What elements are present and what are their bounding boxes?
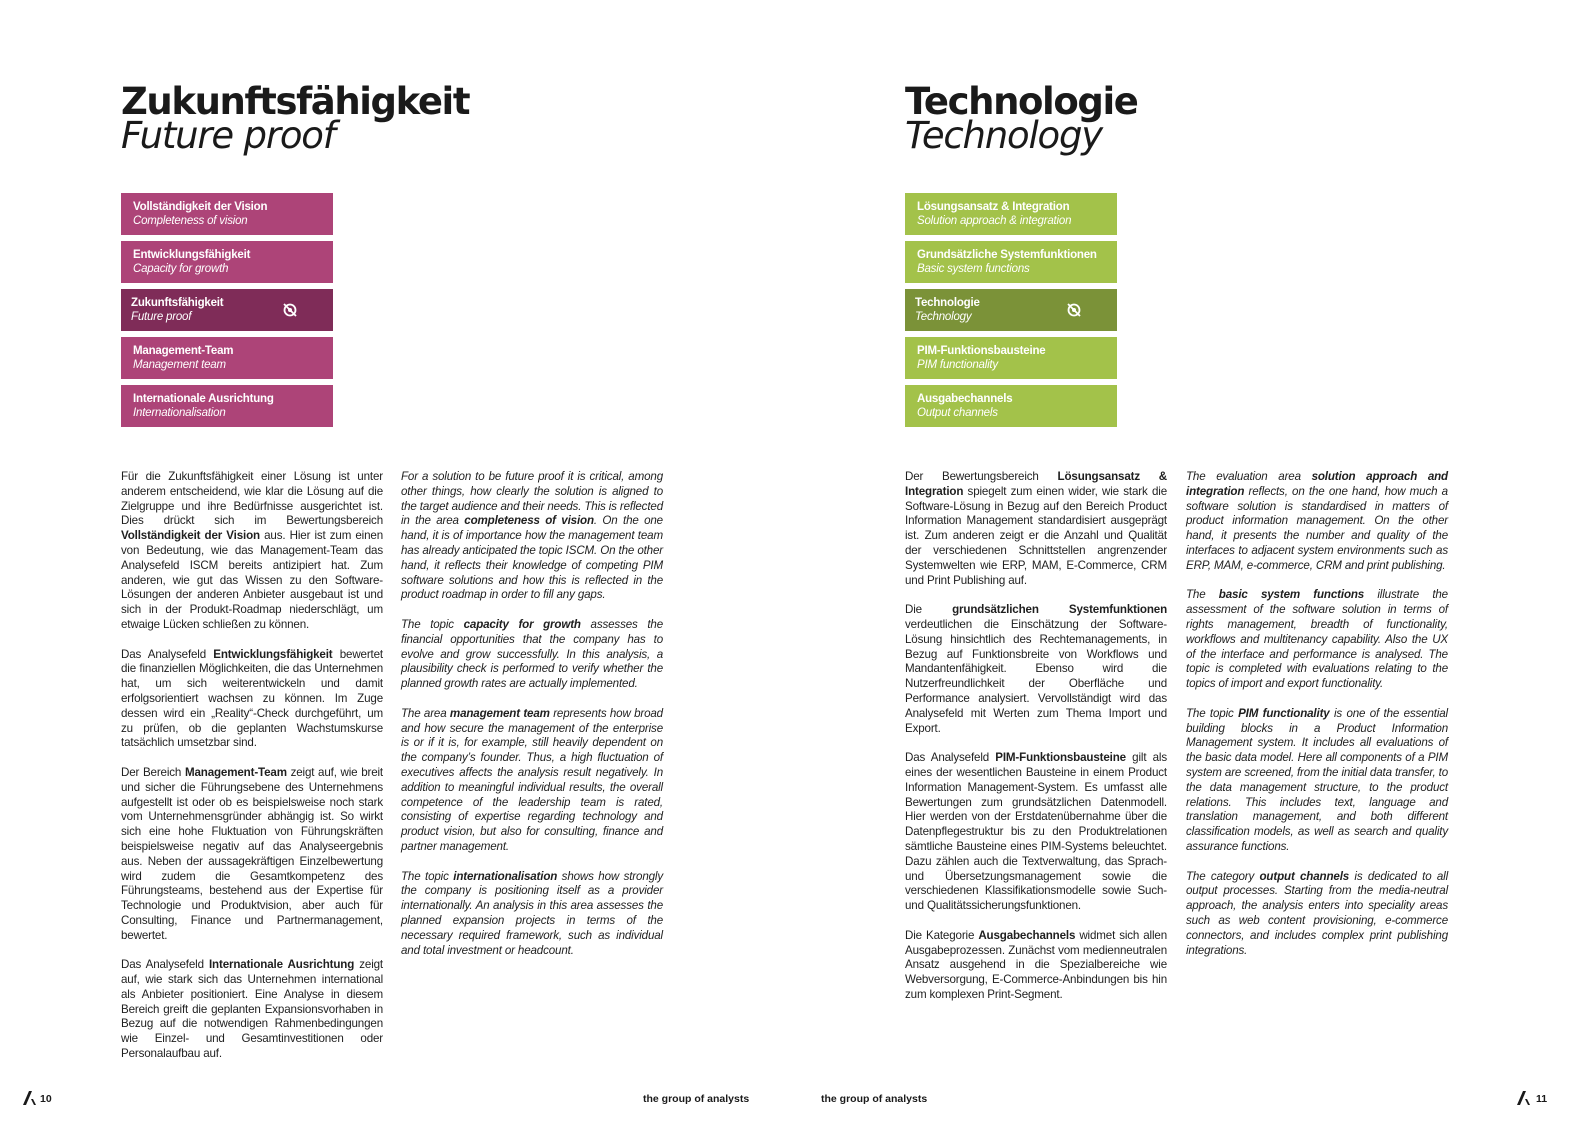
emphasis-term: PIM functionality bbox=[1238, 706, 1330, 720]
target-icon bbox=[281, 301, 299, 319]
emphasis-term: completeness of vision bbox=[464, 514, 594, 528]
paragraph-text: Die Kategorie bbox=[905, 928, 979, 942]
paragraph-text: The category bbox=[1186, 869, 1260, 883]
brand-logo-icon bbox=[1516, 1090, 1532, 1106]
paragraph-text: widmet sich allen Ausgabeprozessen. Zunächst vom medienneutralen Ansatz ausgehend in die Spezialbereiche wie Webversorgung, E-Commerce-Anbindungen bis hin zum komplexen Print-Segment. bbox=[905, 928, 1167, 1001]
menu-item-label-en: Management team bbox=[133, 359, 226, 371]
paragraph-text: Das Analysefeld bbox=[905, 751, 996, 765]
left-page-number: 10 bbox=[40, 1093, 52, 1105]
menu-item-label-de: Vollständigkeit der Vision bbox=[133, 201, 268, 213]
right-menu-item-0[interactable] bbox=[905, 193, 1117, 235]
paragraph-text: assesses the financial opportunities that the company has to evolve and grow successfully. In this analysis, a plausibility check is performed to verify whether the planned growth rates are actually implemented. bbox=[401, 617, 663, 691]
body-paragraph bbox=[401, 470, 663, 603]
body-paragraph bbox=[905, 603, 1167, 736]
right-menu-item-2[interactable] bbox=[905, 289, 1117, 331]
paragraph-text: is one of the essential building blocks in a Product Information Management system. It includes all evaluations of the basic data model. Here all components of a PIM system are screened, from the initial data transfer, to the data management structure, to the product relations. This includes text, language and translation management, and both different classification models, as well as search and quality assurance functions. bbox=[1186, 706, 1448, 853]
emphasis-term: Lösungsansatz & Integration bbox=[905, 470, 1167, 498]
menu-item-label-de: Grundsätzliche Systemfunktionen bbox=[917, 249, 1097, 261]
right-page-number: 11 bbox=[1536, 1093, 1548, 1105]
paragraph-text: The evaluation area bbox=[1186, 470, 1312, 483]
right-menu-item-4[interactable] bbox=[905, 385, 1117, 427]
right-menu-item-3[interactable] bbox=[905, 337, 1117, 379]
menu-item-label-en: Basic system functions bbox=[917, 263, 1030, 275]
menu-item-label-en: Internationalisation bbox=[133, 407, 226, 419]
left-menu-item-1[interactable] bbox=[121, 241, 333, 283]
left-topic-menu bbox=[121, 193, 333, 433]
body-paragraph bbox=[905, 929, 1167, 1003]
left-title-de: Zukunftsfähigkeit bbox=[121, 80, 470, 123]
right-title-en: Technology bbox=[905, 114, 1102, 157]
paragraph-text: illustrate the assessment of the software solution in terms of rights management, breadth of functionality, workflows and multitenancy capability. Also the UX of the interface and performance is analysed. The topic is completed with evaluations relating to the topics of import and export functionality. bbox=[1186, 588, 1448, 691]
paragraph-text: Der Bewertungsbereich bbox=[905, 470, 1058, 483]
paragraph-text: The bbox=[1186, 588, 1219, 602]
target-icon bbox=[1065, 301, 1083, 319]
paragraph-text: The topic bbox=[401, 869, 454, 883]
paragraph-text: Das Analysefeld bbox=[121, 647, 214, 661]
menu-item-label-de: Ausgabechannels bbox=[917, 393, 1013, 405]
paragraph-text: aus. Hier ist zum einen von Bedeutung, wie das Management-Team das Analysefeld ISCM bereits antizipiert hat. Zum anderen, wie gut das Wissen zu den Software-Lösungen der anderen Anbieter ausgebaut ist und sich in der Produkt-Roadmap niederschlägt, um etwaige Lücken schließen zu können. bbox=[121, 529, 383, 631]
body-paragraph bbox=[121, 766, 383, 944]
body-paragraph bbox=[1186, 588, 1448, 692]
paragraph-text: . On the one hand, it is of importance how the management team has already anticipated the topic ISCM. On the other hand, it reflects their knowledge of competing PIM software solutions and how this is reflected in the product roadmap in order to fill any gaps. bbox=[401, 514, 663, 602]
body-paragraph bbox=[1186, 870, 1448, 959]
paragraph-text: Für die Zukunftsfähigkeit einer Lösung ist unter anderem entscheidend, wie klar die Lösung auf die Zielgruppe und ihre Bedürfnisse ausgerichtet ist. Dies drückt sich im Bewertungsbereich bbox=[121, 470, 383, 528]
paragraph-text: shows how strongly the company is positioning itself as a provider internationally. An analysis in this area assesses the planned expansion projects in terms of the necessary required framework, such as individual and total investment or headcount. bbox=[401, 869, 663, 957]
right-menu-item-1[interactable] bbox=[905, 241, 1117, 283]
paragraph-text: zeigt auf, wie breit und sicher die Führungsebene des Unternehmens aufgestellt ist oder ob es beispielsweise noch stark vom Unternehmensgründer abhängig ist. So wirkt sich eine hohe Fluktuation von Führungskräften beispielsweise negativ auf das Analyseergebnis aus. Neben der aussagekräftigen Einzelbewertung wird zudem die Gesamtkompetenz des Führungsteams, bestehend aus der Expertise für Technologie und Produktvision, aber auch für Consulting, Finance und Partnermanagement, bewertet. bbox=[121, 765, 383, 942]
menu-item-label-en: Solution approach & integration bbox=[917, 215, 1072, 227]
paragraph-text: represents how broad and how secure the management of the enterprise is or if it is, for example, still heavily dependent on the company’s founder. Thus, a high fluctuation of executives affects the analysis result negatively. In addition to meaningful individual results, the overall competence of the leadership team is rated, consisting of expertise regarding technology and product vision, but also for consulting, finance and partner management. bbox=[401, 706, 663, 853]
left-menu-item-3[interactable] bbox=[121, 337, 333, 379]
left-menu-item-0[interactable] bbox=[121, 193, 333, 235]
right-english-column bbox=[1186, 470, 1448, 973]
emphasis-term: Entwicklungsfähigkeit bbox=[213, 647, 333, 661]
menu-item-label-en: Future proof bbox=[131, 311, 192, 323]
paragraph-text: The topic bbox=[1186, 706, 1239, 720]
emphasis-term: capacity for growth bbox=[463, 617, 581, 631]
paragraph-text: The area bbox=[401, 706, 450, 720]
left-english-column bbox=[401, 470, 663, 973]
menu-item-label-en: Technology bbox=[915, 311, 972, 323]
paragraph-text: Der Bereich bbox=[121, 765, 185, 779]
emphasis-term: output channels bbox=[1259, 869, 1350, 883]
body-paragraph bbox=[121, 648, 383, 752]
menu-item-label-de: Management-Team bbox=[133, 345, 234, 357]
body-paragraph bbox=[401, 870, 663, 959]
paragraph-text: For a solution to be future proof it is critical, among other things, how clearly the solution is aligned to the target audience and their needs. This is reflected in the area bbox=[401, 470, 663, 528]
menu-item-label-de: PIM-Funktionsbausteine bbox=[917, 345, 1046, 357]
paragraph-text: is dedicated to all output processes. Starting from the media-neutral approach, the analysis enters into speciality areas such as web content provisioning, e-commerce connectors, and includes complex print publishing integrations. bbox=[1186, 869, 1448, 957]
menu-item-label-de: Entwicklungsfähigkeit bbox=[133, 249, 251, 261]
paragraph-text: The topic bbox=[401, 617, 464, 631]
emphasis-term: PIM-Funktionsbausteine bbox=[995, 751, 1126, 765]
emphasis-term: solution approach and integration bbox=[1186, 470, 1448, 498]
emphasis-term: Management-Team bbox=[184, 765, 287, 779]
paragraph-text: zeigt auf, wie stark sich das Unternehmen international als Anbieter positioniert. Eine Analyse in diesem Bereich greift die geplanten Expansionsvorhaben in Bezug auf die notwendigen Rahmenbedingungen wie Einzel- und Gesamtinvestitionen oder Personalaufbau auf. bbox=[121, 958, 383, 1061]
paragraph-text: verdeutlichen die Einschätzung der Software-Lösung hinsichtlich des Rechtemanagements, in Bezug auf Funktionsbreite von Workflows und Mandantenfähigkeit. Ebenso wird die Nutzerfreundlichkeit der Oberfläche und Performance analysiert. Vervollständigt wird das Analysefeld mit Werten zum Thema Import und Export. bbox=[905, 617, 1167, 735]
emphasis-term: management team bbox=[449, 706, 550, 720]
emphasis-term: Vollständigkeit der Vision bbox=[121, 529, 260, 543]
right-footer-text: the group of analysts bbox=[821, 1093, 928, 1105]
right-topic-menu bbox=[905, 193, 1117, 433]
body-paragraph bbox=[121, 470, 383, 633]
emphasis-term: grundsätzlichen Systemfunktionen bbox=[952, 603, 1167, 617]
menu-item-label-en: PIM functionality bbox=[917, 359, 998, 371]
left-german-column bbox=[121, 470, 383, 1077]
paragraph-text: gilt als eines der wesentlichen Bausteine in einem Product Information Management-System. Es umfasst alle Bewertungen zum grundsätzlichen Datenmodell. Hier werden von der Erstdatenübernahme über die Datenpflegestruktur bis zu den Produktrelationen sämtliche Bausteine eines PIM-Systems beleuchtet. Dazu zählen auch die Textverwaltung, das Sprach- und Übersetzungsmanagement sowie die verschiedenen Klassifikationsmodelle sowie Such- und Qualitätssicherungsfunktionen. bbox=[905, 751, 1167, 913]
body-paragraph bbox=[905, 470, 1167, 588]
body-paragraph bbox=[401, 707, 663, 855]
left-menu-item-4[interactable] bbox=[121, 385, 333, 427]
left-title-en: Future proof bbox=[121, 114, 335, 157]
emphasis-term: Ausgabechannels bbox=[978, 928, 1076, 942]
emphasis-term: basic system functions bbox=[1218, 588, 1365, 602]
paragraph-text: Die bbox=[905, 603, 953, 617]
body-paragraph bbox=[401, 618, 663, 692]
body-paragraph bbox=[905, 751, 1167, 914]
paragraph-text: spiegelt zum einen wider, wie stark die Software-Lösung in Bezug auf den Bereich Product Information Management standardisiert ausgeprägt ist. Zum anderen zeigt er die Anzahl und Qualität der verschiedenen Schnittstellen angrenzender Systemwelten wie ERP, MAM, E-Commerce, CRM und Print Publishing auf. bbox=[905, 484, 1167, 587]
right-german-column bbox=[905, 470, 1167, 1017]
menu-item-label-en: Completeness of vision bbox=[133, 215, 248, 227]
body-paragraph bbox=[121, 958, 383, 1062]
menu-item-label-de: Zukunftsfähigkeit bbox=[131, 297, 224, 309]
menu-item-label-de: Lösungsansatz & Integration bbox=[917, 201, 1070, 213]
menu-item-label-en: Capacity for growth bbox=[133, 263, 229, 275]
paragraph-text: reflects, on the one hand, how much a software solution is standardised in matters of product information management. On the other hand, it presents the number and quality of the interfaces to adjacent system environments such as ERP, MAM, e-commerce, CRM and print publishing. bbox=[1186, 484, 1448, 572]
brand-logo-icon bbox=[22, 1090, 38, 1106]
paragraph-text: Das Analysefeld bbox=[121, 958, 209, 972]
body-paragraph bbox=[1186, 470, 1448, 574]
emphasis-term: Internationale Ausrichtung bbox=[208, 958, 355, 972]
emphasis-term: internationalisation bbox=[453, 869, 558, 883]
left-menu-item-2[interactable] bbox=[121, 289, 333, 331]
menu-item-label-de: Internationale Ausrichtung bbox=[133, 393, 274, 405]
right-title-de: Technologie bbox=[905, 80, 1138, 123]
left-footer-text: the group of analysts bbox=[643, 1093, 750, 1105]
menu-item-label-de: Technologie bbox=[915, 297, 980, 309]
body-paragraph bbox=[1186, 707, 1448, 855]
paragraph-text: bewertet die finanziellen Möglichkeiten, die das Unternehmen hat, um sich weiterentwickeln und damit erfolgsorientiert wachsen zu können. Im Zuge dessen wird ein „Reality“-Check durchgeführt, um zu prüfen, ob die geplanten Wachstumskurse tatsächlich umsetzbar sind. bbox=[121, 647, 383, 750]
menu-item-label-en: Output channels bbox=[917, 407, 998, 419]
